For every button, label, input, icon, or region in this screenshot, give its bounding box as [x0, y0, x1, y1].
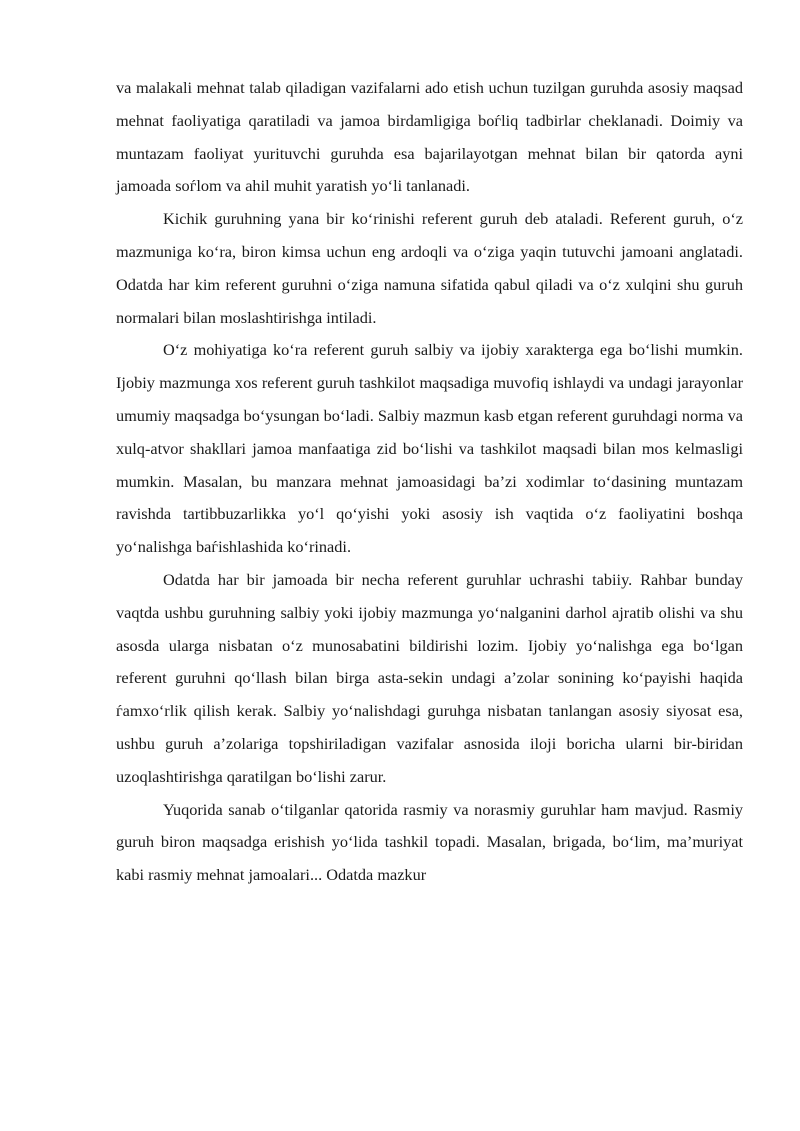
paragraph: O‘z mohiyatiga ko‘ra referent guruh salbiy va ijobiy xarakterga ega bo‘lishi mumkin. Ijobiy mazmunga xos referent guruh tashkilot maqsadiga muvofiq ishlaydi va undagi jarayonlar umumiy maqsadga bo‘ysungan bo‘ladi. Salbiy mazmun kasb etgan referent guruhdagi norma va xulq-atvor shakllari jamoa manfaatiga zid bo‘lishi va tashkilot maqsadi bilan mos kelmasligi mumkin. Masalan, bu manzara mehnat jamoasidagi ba’zi xodimlar to‘dasining muntazam ravishda tartibbuzarlikka yo‘l qo‘yishi yoki asosiy ish vaqtida o‘z faoliyatini boshqa yo‘nalishga baѓishlashida ko‘rinadi.	[116, 340, 743, 557]
paragraph: Kichik guruhning yana bir ko‘rinishi referent guruh deb ataladi. Referent guruh, o‘z mazmuniga ko‘ra, biron kimsa uchun eng ardoqli va o‘ziga yaqin tutuvchi jamoani anglatadi. Odatda har kim referent guruhni o‘ziga namuna sifatida qabul qiladi va o‘z xulqini shu guruh normalari bilan moslashtirishga intiladi.	[116, 209, 743, 327]
paragraph: Yuqorida sanab o‘tilganlar qatorida rasmiy va norasmiy guruhlar ham mavjud. Rasmiy guruh biron maqsadga erishish yo‘lida tashkil topadi. Masalan, brigada, bo‘lim, ma’muriyat kabi rasmiy mehnat jamoalari... Odatda mazkur	[116, 799, 743, 885]
paragraph: Odatda har bir jamoada bir necha referent guruhlar uchrashi tabiiy. Rahbar bunday vaqtda ushbu guruhning salbiy yoki ijobiy mazmunga yo‘nalganini darhol ajratib olishi va shu asosda ularga nisbatan o‘z munosabatini bildirishi lozim. Ijobiy yo‘nalishga ega bo‘lgan referent guruhni qo‘llash bilan birga asta-sekin undagi a’zolar sonining ko‘payishi haqida ѓamxo‘rlik qilish kerak. Salbiy yo‘nalishdagi guruhga nisbatan tanlangan asosiy siyosat esa, ushbu guruh a’zolariga topshiriladigan vazifalar asnosida iloji boricha ularni bir-biridan uzoqlashtirishga qaratilgan bo‘lishi zarur.	[116, 569, 743, 786]
document-body	[116, 72, 743, 892]
paragraph: va malakali mehnat talab qiladigan vazifalarni ado etish uchun tuzilgan guruhda asosiy maqsad mehnat faoliyatiga qaratiladi va jamoa birdamligiga boѓliq tadbirlar cheklanadi. Doimiy va muntazam faoliyat yurituvchi guruhda esa bajarilayotgan mehnat bilan bir qatorda ayni jamoada soѓlom va ahil muhit yaratish yo‘li tanlanadi.	[116, 78, 743, 196]
